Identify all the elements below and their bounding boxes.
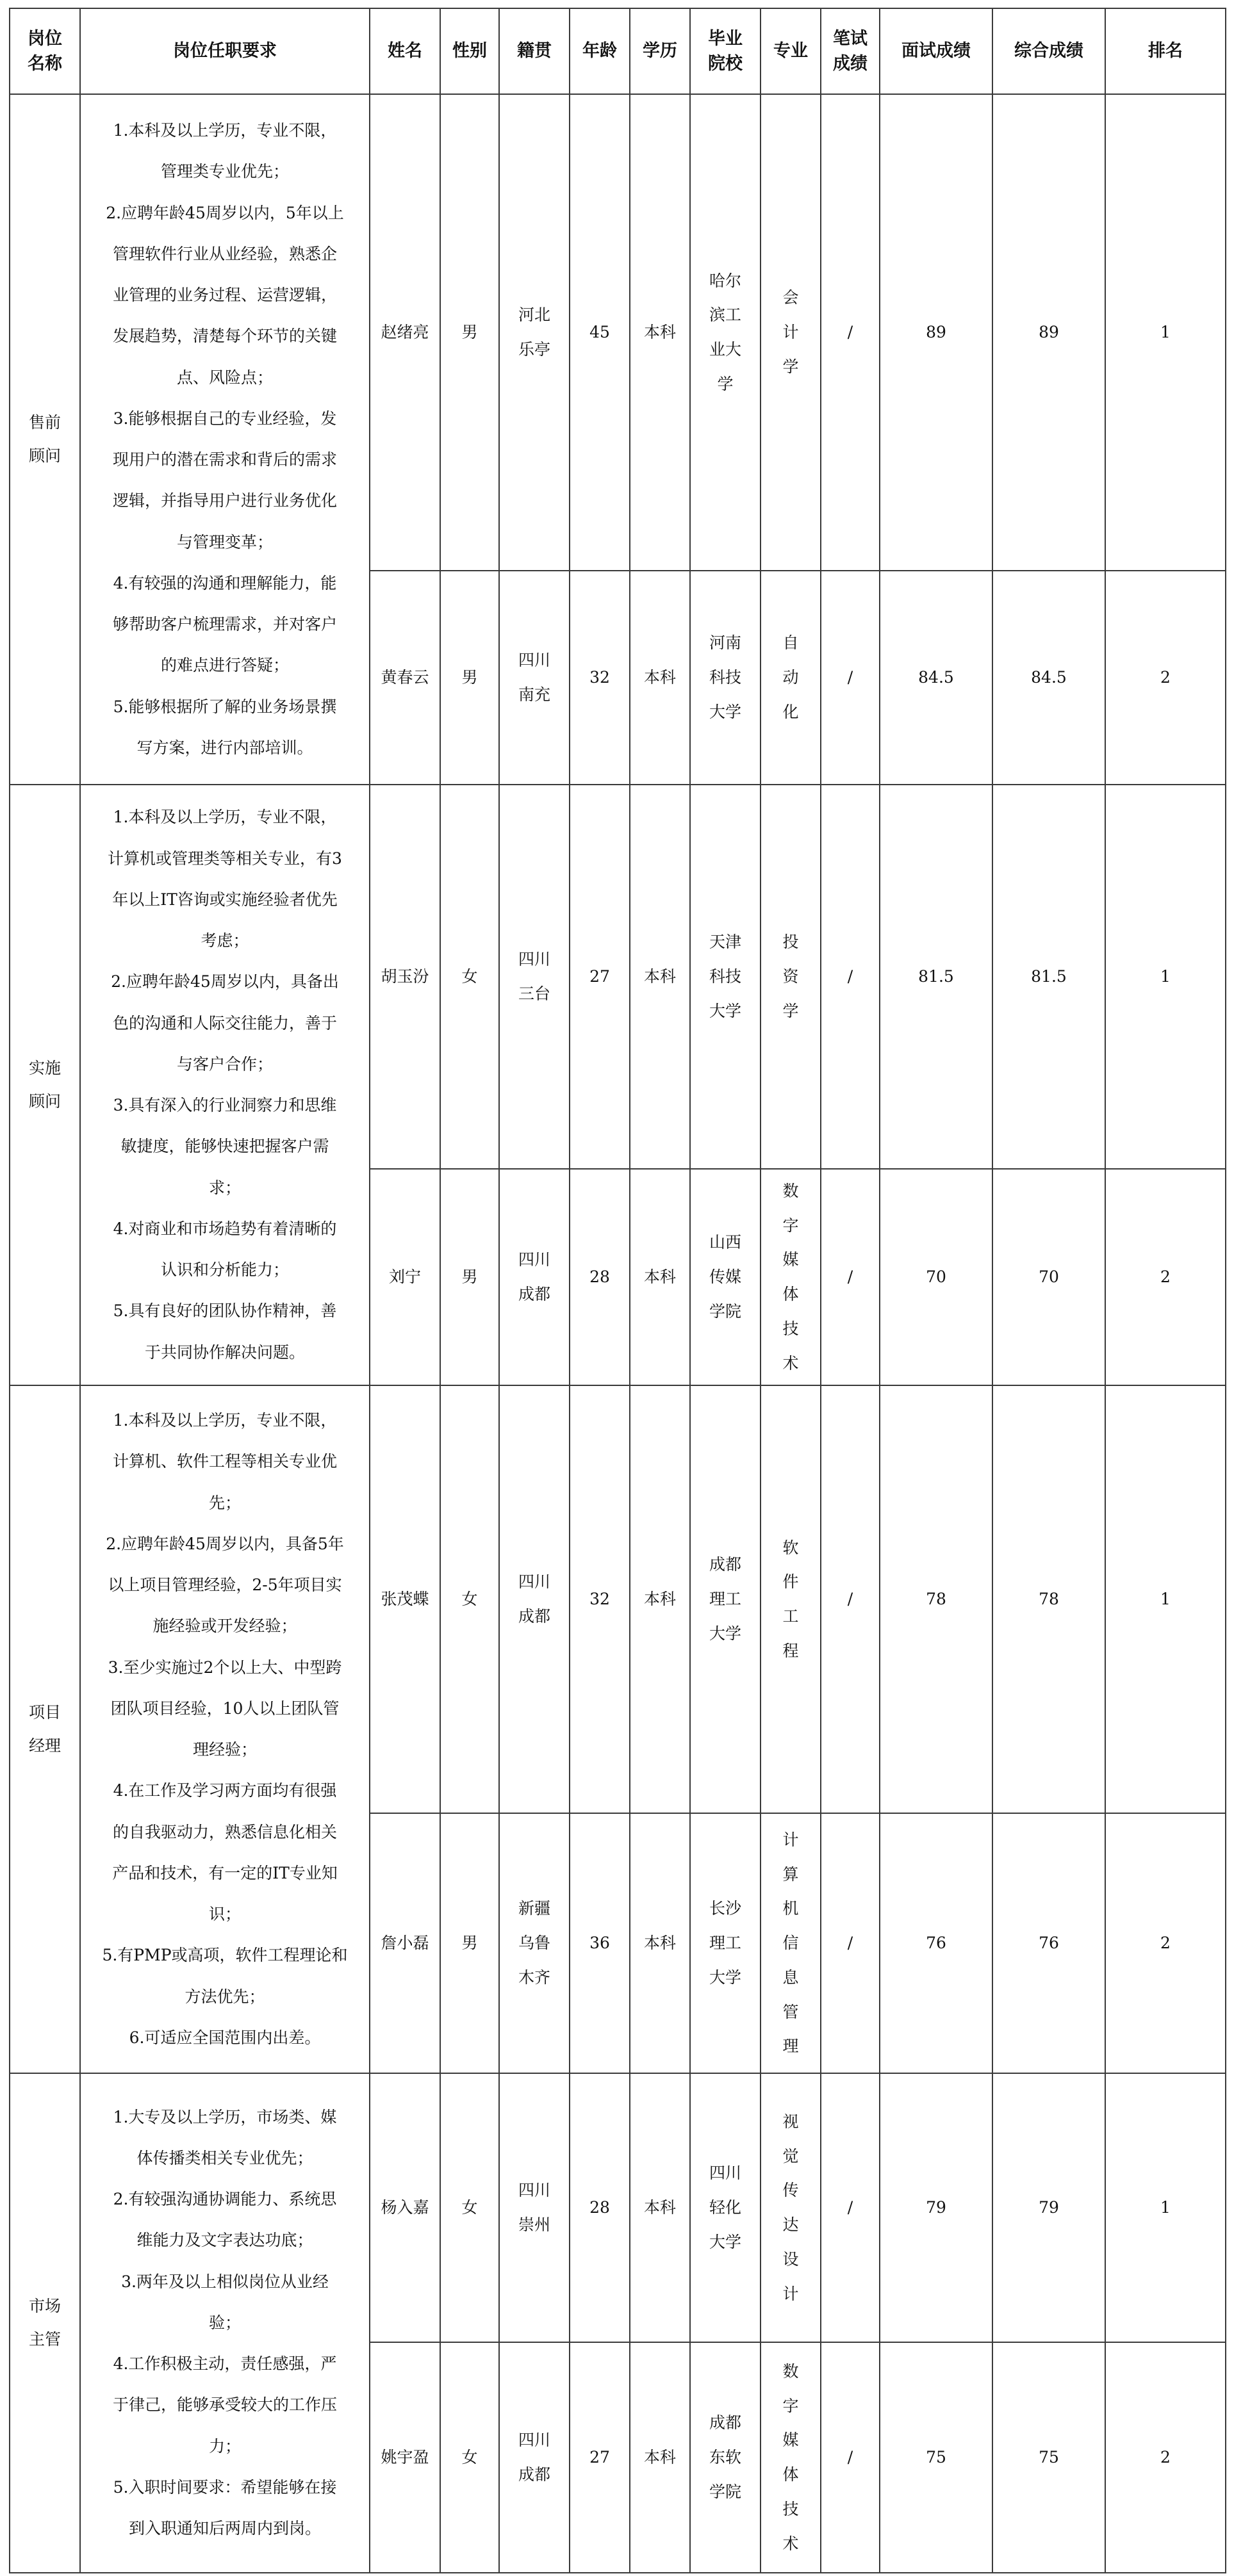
candidate-gender: 男 <box>440 1813 499 2073</box>
interview-score: 84.5 <box>880 571 992 785</box>
requirement-line: 方法优先； <box>185 1987 265 2006</box>
candidate-age: 32 <box>570 1385 630 1813</box>
requirement-line: 验； <box>208 2313 241 2332</box>
requirement-line: 4.在工作及学习两方面均有很强 <box>113 1781 337 1800</box>
requirement-line: 现用户的潜在需求和背后的需求 <box>112 450 337 469</box>
requirement-line: 于律己，能够承受较大的工作压 <box>112 2395 337 2415</box>
candidate-name: 刘宁 <box>370 1169 440 1385</box>
requirement-line: 1.本科及以上学历，专业不限， <box>113 1411 337 1430</box>
results-table <box>9 8 1226 2573</box>
candidate-age: 32 <box>570 571 630 785</box>
position-requirements <box>80 785 370 1385</box>
header-school: 毕业院校 <box>690 8 761 94</box>
candidate-major: 视觉传达设计 <box>761 2073 821 2342</box>
total-score: 70 <box>992 1169 1105 1385</box>
requirement-line: 计算机或管理类等相关专业，有3 <box>108 849 342 868</box>
candidate-school: 成都东软学院 <box>690 2342 761 2573</box>
requirement-line: 5.入职时间要求：希望能够在接 <box>113 2477 337 2497</box>
candidate-education: 本科 <box>630 785 690 1169</box>
candidate-rank: 2 <box>1105 2342 1226 2573</box>
candidate-name: 詹小磊 <box>370 1813 440 2073</box>
requirement-line: 认识和分析能力； <box>160 1260 289 1279</box>
requirement-line: 1.本科及以上学历，专业不限， <box>113 808 337 827</box>
position-requirements <box>80 1385 370 2073</box>
candidate-age: 28 <box>570 1169 630 1385</box>
candidate-education: 本科 <box>630 2073 690 2342</box>
written-score: / <box>821 1169 880 1385</box>
candidate-origin: 河北乐亭 <box>499 94 570 571</box>
requirement-line: 年以上IT咨询或实施经验者优先 <box>112 890 338 909</box>
candidate-name: 姚宇盈 <box>370 2342 440 2573</box>
requirement-line: 3.具有深入的行业洞察力和思维 <box>113 1096 337 1114</box>
candidate-rank: 2 <box>1105 1813 1226 2073</box>
requirement-line: 体传播类相关专业优先； <box>136 2148 313 2167</box>
requirement-line: 色的沟通和人际交往能力，善于 <box>112 1013 337 1032</box>
requirement-line: 2.应聘年龄45周岁以内，具备出 <box>111 972 339 991</box>
candidate-name: 杨入嘉 <box>370 2073 440 2342</box>
candidate-row <box>10 2073 1226 2342</box>
candidate-name: 胡玉汾 <box>370 785 440 1169</box>
candidate-row <box>10 94 1226 571</box>
requirement-line: 力； <box>208 2436 241 2456</box>
requirement-line: 2.应聘年龄45周岁以内，5年以上 <box>106 203 344 222</box>
requirement-line: 1.本科及以上学历，专业不限， <box>113 121 337 140</box>
requirement-line: 管理类专业优先； <box>160 162 289 181</box>
candidate-rank: 1 <box>1105 2073 1226 2342</box>
requirement-line: 业管理的业务过程、运营逻辑， <box>112 286 337 304</box>
header-origin: 籍贯 <box>499 8 570 94</box>
candidate-education: 本科 <box>630 94 690 571</box>
requirement-line: 识； <box>208 1905 241 1923</box>
candidate-name: 黄春云 <box>370 571 440 785</box>
header-written-score: 笔试成绩 <box>821 8 880 94</box>
candidate-gender: 男 <box>440 94 499 571</box>
candidate-age: 36 <box>570 1813 630 2073</box>
candidate-school: 成都理工大学 <box>690 1385 761 1813</box>
interview-score: 70 <box>880 1169 992 1385</box>
requirement-line: 产品和技术，有一定的IT专业知 <box>112 1863 338 1882</box>
candidate-rank: 2 <box>1105 1169 1226 1385</box>
requirement-line: 与管理变革； <box>176 532 273 551</box>
candidate-rank: 1 <box>1105 1385 1226 1813</box>
header-requirements: 岗位任职要求 <box>80 8 370 94</box>
candidate-gender: 女 <box>440 1385 499 1813</box>
candidate-name: 赵绪亮 <box>370 94 440 571</box>
candidate-major: 数字媒体技术 <box>761 1169 821 1385</box>
requirement-line: 6.可适应全国范围内出差。 <box>129 2028 321 2047</box>
candidate-major: 会计学 <box>761 94 821 571</box>
candidate-age: 28 <box>570 2073 630 2342</box>
written-score: / <box>821 94 880 571</box>
requirement-line: 施经验或开发经验； <box>152 1617 297 1636</box>
interview-score: 76 <box>880 1813 992 2073</box>
header-major: 专业 <box>761 8 821 94</box>
requirement-line: 2.有较强沟通协调能力、系统思 <box>113 2190 337 2209</box>
position-name: 项目经理 <box>10 1385 80 2073</box>
total-score: 79 <box>992 2073 1105 2342</box>
interview-score: 89 <box>880 94 992 571</box>
candidate-major: 计算机信息管理 <box>761 1813 821 2073</box>
position-name: 市场主管 <box>10 2073 80 2573</box>
total-score: 75 <box>992 2342 1105 2573</box>
candidate-school: 长沙理工大学 <box>690 1813 761 2073</box>
interview-score: 81.5 <box>880 785 992 1169</box>
candidate-gender: 女 <box>440 2073 499 2342</box>
interview-score: 79 <box>880 2073 992 2342</box>
requirement-line: 先； <box>208 1493 241 1512</box>
header-age: 年龄 <box>570 8 630 94</box>
candidate-education: 本科 <box>630 1385 690 1813</box>
candidate-row <box>10 1385 1226 1813</box>
candidate-school: 河南科技大学 <box>690 571 761 785</box>
total-score: 84.5 <box>992 571 1105 785</box>
header-interview-score: 面试成绩 <box>880 8 992 94</box>
requirement-line: 维能力及文字表达功底； <box>136 2231 313 2250</box>
candidate-rank: 2 <box>1105 571 1226 785</box>
candidate-school: 山西传媒学院 <box>690 1169 761 1385</box>
requirement-line: 5.能够根据所了解的业务场景撰 <box>113 697 337 716</box>
candidate-origin: 四川南充 <box>499 571 570 785</box>
requirement-line: 1.大专及以上学历，市场类、媒 <box>113 2107 337 2126</box>
requirement-line: 5.具有良好的团队协作精神，善 <box>113 1301 337 1321</box>
candidate-major: 软件工程 <box>761 1385 821 1813</box>
candidate-origin: 新疆乌鲁木齐 <box>499 1813 570 2073</box>
candidate-age: 27 <box>570 2342 630 2573</box>
total-score: 78 <box>992 1385 1105 1813</box>
candidate-school: 四川轻化大学 <box>690 2073 761 2342</box>
requirement-line: 3.至少实施过2个以上大、中型跨 <box>108 1658 342 1677</box>
requirement-line: 逻辑，并指导用户进行业务优化 <box>112 491 337 510</box>
total-score: 76 <box>992 1813 1105 2073</box>
interview-score: 75 <box>880 2342 992 2573</box>
candidate-rank: 1 <box>1105 785 1226 1169</box>
requirement-line: 5.有PMP或高项，软件工程理论和 <box>102 1946 348 1965</box>
candidate-education: 本科 <box>630 571 690 785</box>
candidate-age: 45 <box>570 94 630 571</box>
candidate-gender: 男 <box>440 1169 499 1385</box>
position-requirements <box>80 94 370 785</box>
header-row <box>10 8 1226 94</box>
header-name: 姓名 <box>370 8 440 94</box>
interview-score: 78 <box>880 1385 992 1813</box>
candidate-gender: 男 <box>440 571 499 785</box>
requirement-line: 到入职通知后两周内到岗。 <box>128 2519 321 2538</box>
requirement-line: 管理软件行业从业经验，熟悉企 <box>112 244 337 263</box>
candidate-name: 张茂蝶 <box>370 1385 440 1813</box>
requirement-line: 发展趋势，清楚每个环节的关键 <box>112 327 337 346</box>
candidate-school: 哈尔滨工业大学 <box>690 94 761 571</box>
candidate-major: 数字媒体技术 <box>761 2342 821 2573</box>
candidate-origin: 四川成都 <box>499 2342 570 2573</box>
candidate-school: 天津科技大学 <box>690 785 761 1169</box>
candidate-age: 27 <box>570 785 630 1169</box>
candidate-education: 本科 <box>630 2342 690 2573</box>
written-score: / <box>821 2073 880 2342</box>
written-score: / <box>821 2342 880 2573</box>
header-education: 学历 <box>630 8 690 94</box>
position-name: 售前顾问 <box>10 94 80 785</box>
position-name: 实施顾问 <box>10 785 80 1385</box>
requirement-line: 敏捷度，能够快速把握客户需 <box>120 1137 329 1156</box>
candidate-origin: 四川崇州 <box>499 2073 570 2342</box>
requirement-line: 3.能够根据自己的专业经验，发 <box>113 409 337 428</box>
requirement-line: 的自我驱动力，熟悉信息化相关 <box>112 1822 337 1841</box>
requirement-line: 够帮助客户梳理需求，并对客户 <box>112 615 337 633</box>
header-position: 岗位名称 <box>10 8 80 94</box>
written-score: / <box>821 785 880 1169</box>
requirement-line: 4.有较强的沟通和理解能力，能 <box>113 573 337 592</box>
candidate-origin: 四川成都 <box>499 1169 570 1385</box>
candidate-education: 本科 <box>630 1169 690 1385</box>
requirement-line: 4.对商业和市场趋势有着清晰的 <box>113 1219 337 1238</box>
candidate-gender: 女 <box>440 2342 499 2573</box>
requirement-line: 4.工作积极主动，责任感强，严 <box>113 2354 337 2374</box>
candidate-rank: 1 <box>1105 94 1226 571</box>
requirement-line: 3.两年及以上相似岗位从业经 <box>121 2272 329 2291</box>
requirement-line: 计算机、软件工程等相关专业优 <box>112 1452 337 1471</box>
requirement-line: 点、风险点； <box>176 368 273 387</box>
candidate-major: 自动化 <box>761 571 821 785</box>
written-score: / <box>821 571 880 785</box>
position-requirements <box>80 2073 370 2573</box>
requirement-line: 与客户合作； <box>176 1054 273 1073</box>
candidate-major: 投资学 <box>761 785 821 1169</box>
header-total-score: 综合成绩 <box>992 8 1105 94</box>
requirement-line: 2.应聘年龄45周岁以内，具备5年 <box>106 1534 344 1553</box>
requirement-line: 理经验； <box>192 1740 257 1759</box>
requirement-line: 考虑； <box>201 931 249 950</box>
header-rank: 排名 <box>1105 8 1226 94</box>
requirement-line: 于共同协作解决问题。 <box>144 1342 305 1362</box>
candidate-row <box>10 785 1226 1169</box>
requirement-line: 以上项目管理经验，2-5年项目实 <box>108 1576 342 1594</box>
requirement-line: 的难点进行答疑； <box>160 656 289 675</box>
written-score: / <box>821 1813 880 2073</box>
written-score: / <box>821 1385 880 1813</box>
requirement-line: 团队项目经验，10人以上团队管 <box>110 1699 340 1718</box>
candidate-education: 本科 <box>630 1813 690 2073</box>
total-score: 89 <box>992 94 1105 571</box>
total-score: 81.5 <box>992 785 1105 1169</box>
requirement-line: 求； <box>208 1178 241 1197</box>
requirement-line: 写方案，进行内部培训。 <box>136 738 313 757</box>
header-gender: 性别 <box>440 8 499 94</box>
candidate-origin: 四川三台 <box>499 785 570 1169</box>
candidate-origin: 四川成都 <box>499 1385 570 1813</box>
candidate-gender: 女 <box>440 785 499 1169</box>
